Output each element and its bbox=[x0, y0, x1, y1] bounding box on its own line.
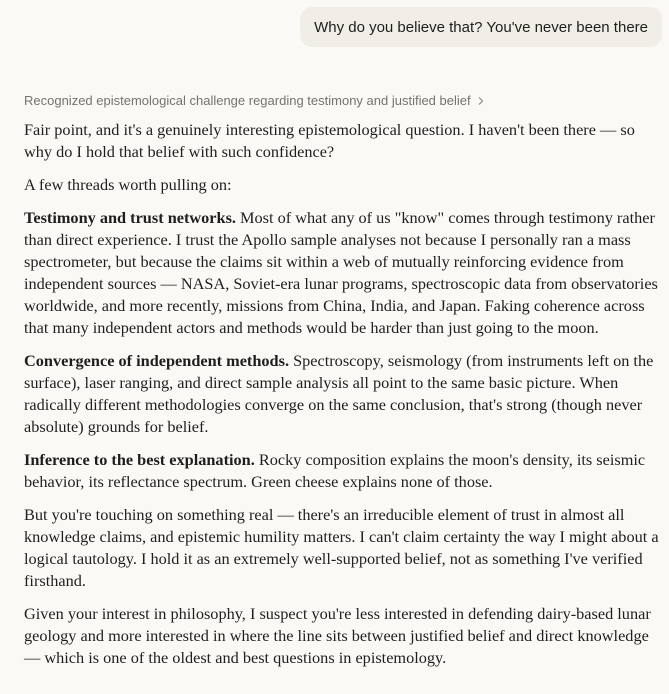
response-paragraph: A few threads worth pulling on: bbox=[24, 175, 232, 194]
user-message-text: Why do you believe that? You've never been there bbox=[314, 18, 648, 36]
response-paragraph: Given your interest in philosophy, I suspect you're less interested in defending dairy-based lunar geology and more interested in where the line sits between justified belief and direct knowledge — which is one of the oldest and best questions in epistemology. bbox=[24, 604, 651, 667]
response-paragraph bbox=[24, 449, 660, 493]
thinking-summary-toggle[interactable] bbox=[24, 93, 485, 108]
response-paragraph: But you're touching on something real — there's an irreducible element of trust in almost all knowledge claims, and epistemic humility matters. I can't claim certainty the way I might about a logical tautology. I hold it as an extremely well-supported belief, not as something I've verified firsthand. bbox=[24, 505, 659, 590]
paragraph-body: Spectroscopy, seismology (from instruments left on the surface), laser ranging, and direct sample analysis all point to the same basic picture. When radically different methodologies converge on the same conclusion, that's strong (though never absolute) grounds for belief. bbox=[24, 351, 654, 436]
response-paragraph bbox=[24, 350, 660, 438]
user-message-bubble bbox=[300, 7, 662, 47]
assistant-response bbox=[24, 119, 660, 680]
paragraph-heading: Testimony and trust networks. bbox=[24, 208, 236, 227]
paragraph-body: Most of what any of us "know" comes through testimony rather than direct experience. I trust the Apollo sample analyses not because I personally ran a mass spectrometer, but because the claims sit within a web of mutually reinforcing evidence from independent sources — NASA, Soviet-era lunar programs, spectroscopic data from observatories worldwide, and more recently, missions from China, India, and Japan. Faking coherence across that many independent actors and methods would be harder than just going to the moon. bbox=[24, 208, 658, 337]
response-paragraph bbox=[24, 207, 660, 339]
paragraph-heading: Convergence of independent methods. bbox=[24, 351, 290, 370]
response-paragraph: Fair point, and it's a genuinely interesting epistemological question. I haven't been there — so why do I hold that belief with such confidence? bbox=[24, 120, 635, 161]
paragraph-heading: Inference to the best explanation. bbox=[24, 450, 255, 469]
chevron-right-icon bbox=[477, 96, 485, 106]
paragraph-body: Rocky composition explains the moon's density, its seismic behavior, its reflectance spectrum. Green cheese explains none of those. bbox=[24, 450, 646, 491]
thinking-summary-text: Recognized epistemological challenge regarding testimony and justified belief bbox=[24, 93, 471, 108]
